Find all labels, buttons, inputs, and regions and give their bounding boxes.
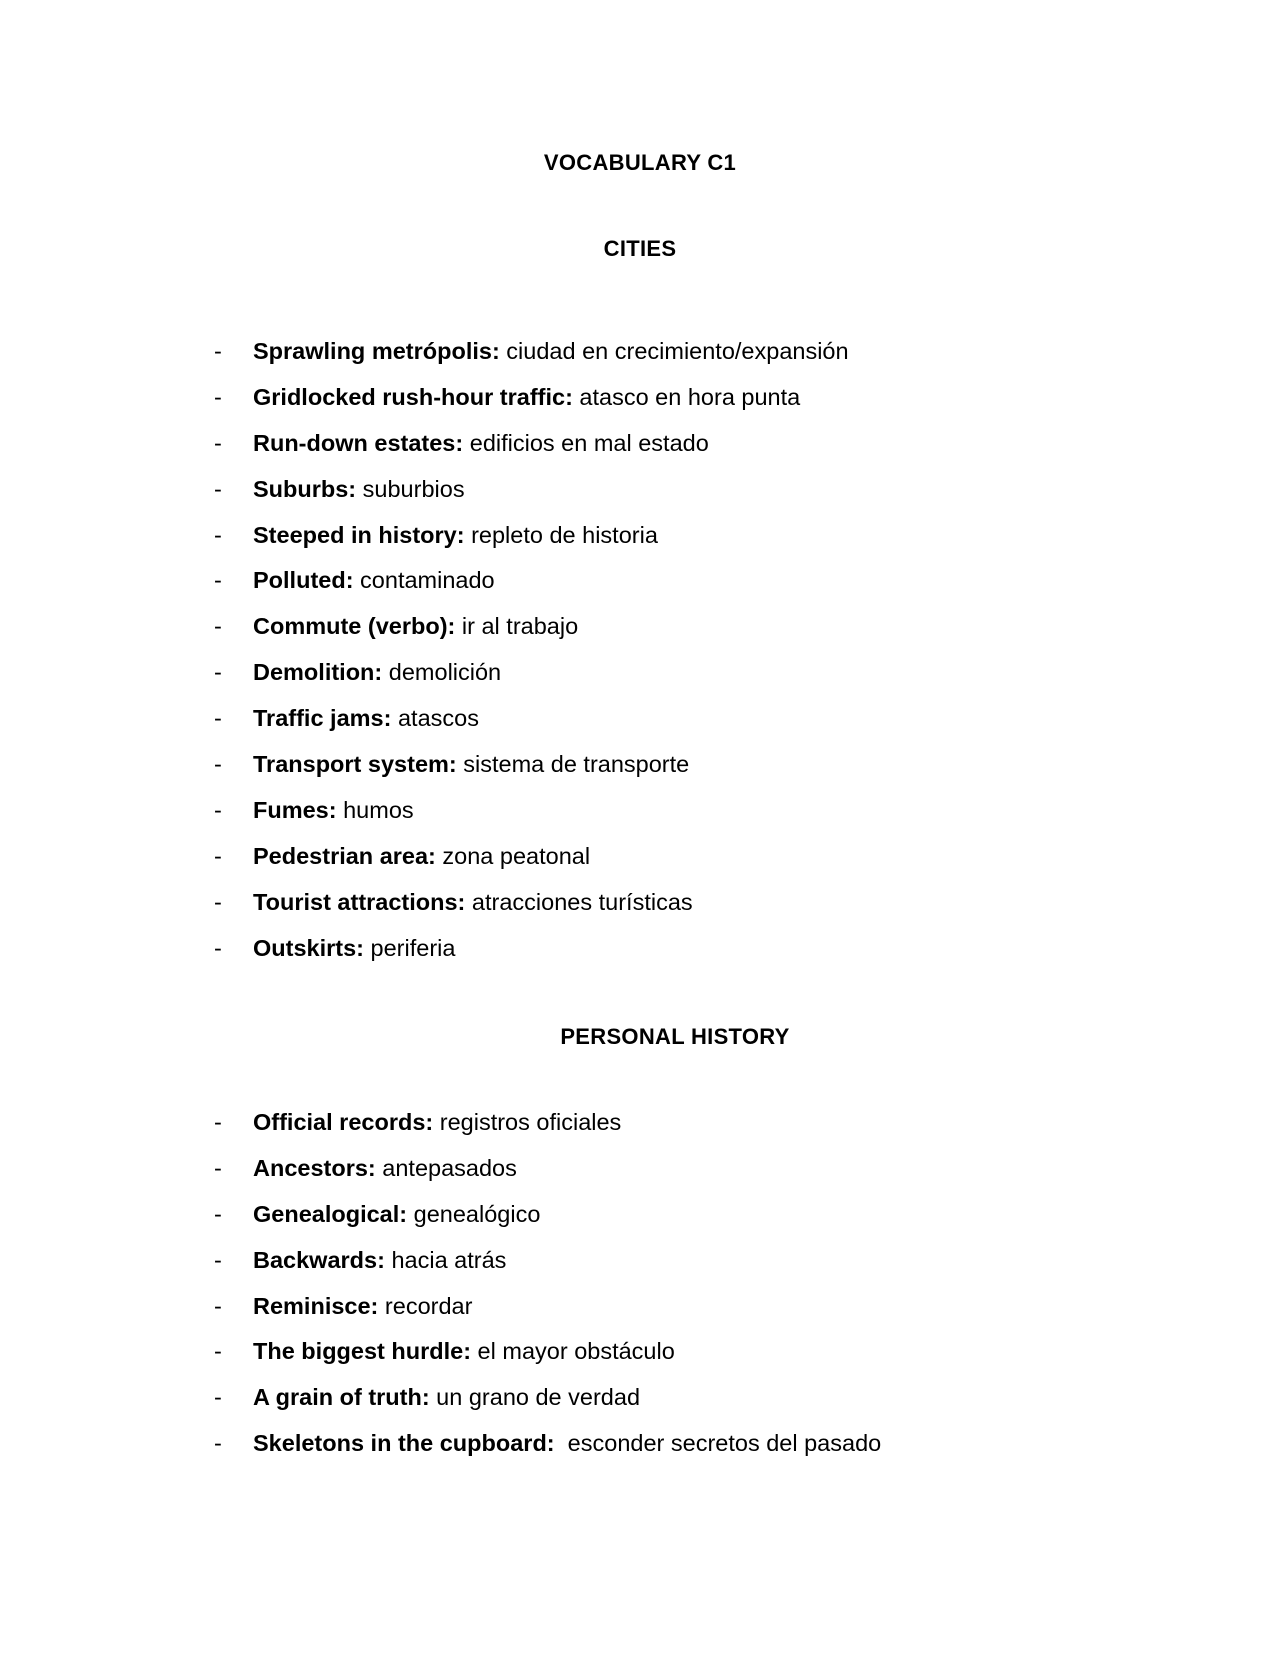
vocab-translation: hacia atrás — [384, 1246, 507, 1273]
vocab-term: Suburbs: — [253, 475, 357, 502]
vocab-term: Skeletons in the cupboard: — [253, 1430, 555, 1457]
vocab-term: Steeped in history: — [253, 521, 465, 548]
vocab-term: Tourist attractions: — [253, 888, 466, 915]
vocab-translation: atascos — [391, 705, 479, 732]
bullet-dash: - — [214, 934, 222, 961]
vocab-item — [214, 428, 849, 474]
vocab-term: Genealogical: — [253, 1200, 408, 1227]
vocab-translation: zona peatonal — [435, 842, 591, 869]
vocab-translation: registros oficiales — [433, 1109, 622, 1135]
vocab-item — [214, 1291, 881, 1337]
vocab-translation: suburbios — [356, 475, 465, 502]
vocab-term: Traffic jams: — [253, 705, 392, 732]
vocab-translation: atracciones turísticas — [465, 888, 693, 915]
vocab-item — [214, 703, 849, 749]
bullet-dash: - — [214, 338, 222, 364]
vocab-translation: esconder secretos del pasado — [554, 1430, 882, 1457]
section-heading-cities: CITIES — [603, 236, 677, 261]
vocab-translation: ciudad en crecimiento/expansión — [499, 338, 849, 364]
vocab-term: Gridlocked rush-hour traffic: — [253, 383, 573, 410]
bullet-dash: - — [214, 705, 222, 732]
vocab-item — [214, 841, 849, 887]
vocab-term: Transport system: — [253, 751, 457, 778]
vocab-list-personal-history — [214, 1107, 881, 1474]
vocab-term: The biggest hurdle: — [253, 1338, 472, 1365]
vocab-item — [214, 474, 849, 520]
vocab-item — [214, 933, 849, 979]
bullet-dash: - — [214, 475, 222, 502]
vocab-term: Demolition: — [253, 659, 383, 686]
vocab-item — [214, 657, 849, 703]
vocab-item — [214, 749, 849, 795]
bullet-dash: - — [214, 1430, 222, 1457]
bullet-dash: - — [214, 1384, 222, 1411]
vocab-translation: sistema de transporte — [456, 751, 690, 778]
vocab-item — [214, 1153, 881, 1199]
vocab-term: Official records: — [253, 1109, 434, 1135]
vocab-item — [214, 795, 849, 841]
bullet-dash: - — [214, 888, 222, 915]
bullet-dash: - — [214, 1109, 222, 1135]
vocab-translation: genealógico — [407, 1200, 541, 1227]
vocab-translation: atasco en hora punta — [572, 383, 801, 410]
vocab-term: A grain of truth: — [253, 1384, 430, 1411]
vocab-item — [214, 565, 849, 611]
bullet-dash: - — [214, 429, 222, 456]
vocab-translation: un grano de verdad — [429, 1384, 641, 1411]
vocab-translation: repleto de historia — [464, 521, 658, 548]
bullet-dash: - — [214, 1200, 222, 1227]
bullet-dash: - — [214, 1246, 222, 1273]
vocab-item — [214, 1245, 881, 1291]
bullet-dash: - — [214, 751, 222, 778]
vocab-item — [214, 1107, 881, 1153]
bullet-dash: - — [214, 842, 222, 869]
vocab-translation: el mayor obstáculo — [471, 1338, 675, 1365]
bullet-dash: - — [214, 1154, 222, 1181]
vocab-term: Sprawling metrópolis: — [253, 338, 500, 364]
vocab-translation: recordar — [378, 1292, 473, 1319]
vocab-translation: demolición — [382, 659, 502, 686]
vocab-translation: periferia — [364, 934, 456, 961]
vocab-translation: contaminado — [353, 567, 495, 594]
vocab-term: Ancestors: — [253, 1154, 376, 1181]
vocab-translation: edificios en mal estado — [463, 429, 709, 456]
section-heading-personal-history: PERSONAL HISTORY — [560, 1024, 790, 1049]
vocab-item — [214, 1382, 881, 1428]
vocab-item — [214, 520, 849, 566]
document-title: VOCABULARY C1 — [543, 150, 737, 175]
vocab-term: Fumes: — [253, 796, 337, 823]
vocab-item — [214, 382, 849, 428]
vocab-translation: antepasados — [375, 1154, 517, 1181]
vocab-item — [214, 1336, 881, 1382]
bullet-dash: - — [214, 567, 222, 594]
bullet-dash: - — [214, 383, 222, 410]
bullet-dash: - — [214, 1292, 222, 1319]
vocab-term: Reminisce: — [253, 1292, 379, 1319]
vocab-term: Run-down estates: — [253, 429, 464, 456]
vocab-item — [214, 1199, 881, 1245]
bullet-dash: - — [214, 613, 222, 640]
vocab-term: Backwards: — [253, 1246, 385, 1273]
vocab-list-cities — [214, 336, 849, 978]
vocab-term: Polluted: — [253, 567, 354, 594]
vocab-item — [214, 611, 849, 657]
vocab-term: Pedestrian area: — [253, 842, 436, 869]
vocab-translation: humos — [336, 796, 414, 823]
vocab-item — [214, 1428, 881, 1474]
bullet-dash: - — [214, 796, 222, 823]
vocab-term: Commute (verbo): — [253, 613, 456, 640]
bullet-dash: - — [214, 521, 222, 548]
vocab-translation: ir al trabajo — [455, 613, 579, 640]
vocab-item — [214, 336, 849, 382]
bullet-dash: - — [214, 659, 222, 686]
vocab-term: Outskirts: — [253, 934, 364, 961]
bullet-dash: - — [214, 1338, 222, 1365]
vocab-item — [214, 887, 849, 933]
